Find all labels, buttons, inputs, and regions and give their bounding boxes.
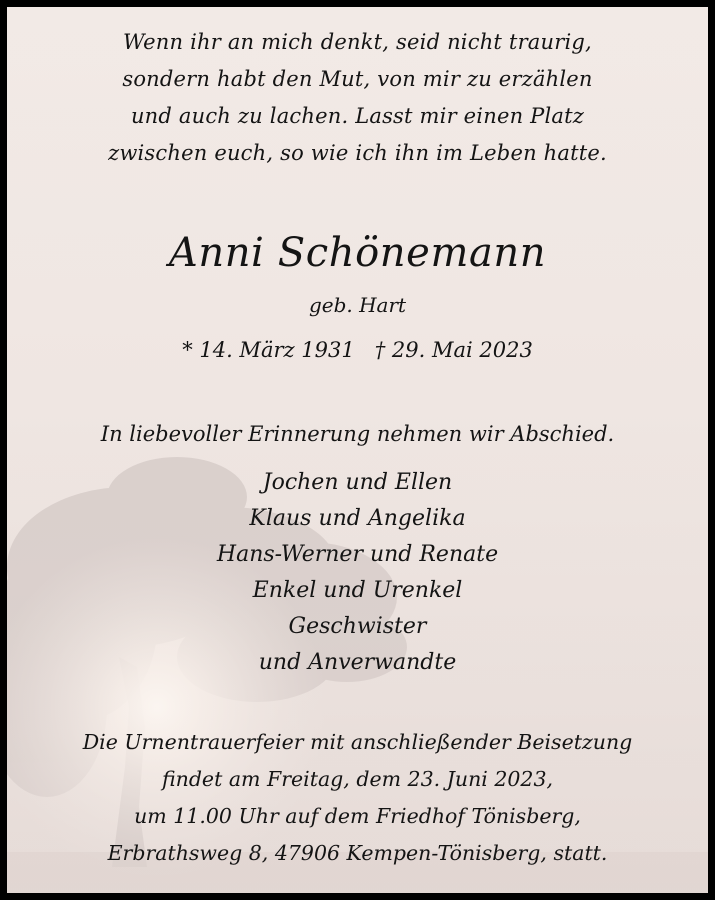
obituary-card [7, 7, 708, 893]
farewell-intro: In liebevoller Erinnerung nehmen wir Abschied. [100, 422, 615, 446]
mourner-2: Klaus und Angelika [249, 506, 466, 531]
deceased-name: Anni Schönemann [168, 230, 547, 276]
obituary-text [7, 7, 708, 893]
poem-line-2: sondern habt den Mut, von mir zu erzählen [122, 67, 593, 91]
life-dates: * 14. März 1931 † 29. Mai 2023 [182, 338, 533, 362]
notice-line-1: Die Urnentrauerfeier mit anschließender Beisetzung [82, 730, 633, 754]
mourner-1: Jochen und Ellen [262, 470, 453, 495]
poem-line-1: Wenn ihr an mich denkt, seid nicht traurig, [123, 30, 592, 54]
notice-line-4: Erbrathsweg 8, 47906 Kempen-Tönisberg, statt. [107, 841, 608, 865]
poem-line-3: und auch zu lachen. Lasst mir einen Platz [130, 104, 585, 128]
birth-name: geb. Hart [308, 293, 407, 317]
notice-line-2: findet am Freitag, dem 23. Juni 2023, [161, 767, 554, 791]
mourner-3: Hans-Werner und Renate [216, 542, 499, 567]
mourner-6: und Anverwandte [258, 650, 457, 675]
mourner-5: Geschwister [288, 614, 427, 639]
mourner-4: Enkel und Urenkel [252, 578, 463, 603]
poem-line-4: zwischen euch, so wie ich ihn im Leben hatte. [108, 141, 607, 165]
notice-line-3: um 11.00 Uhr auf dem Friedhof Tönisberg, [134, 804, 581, 828]
